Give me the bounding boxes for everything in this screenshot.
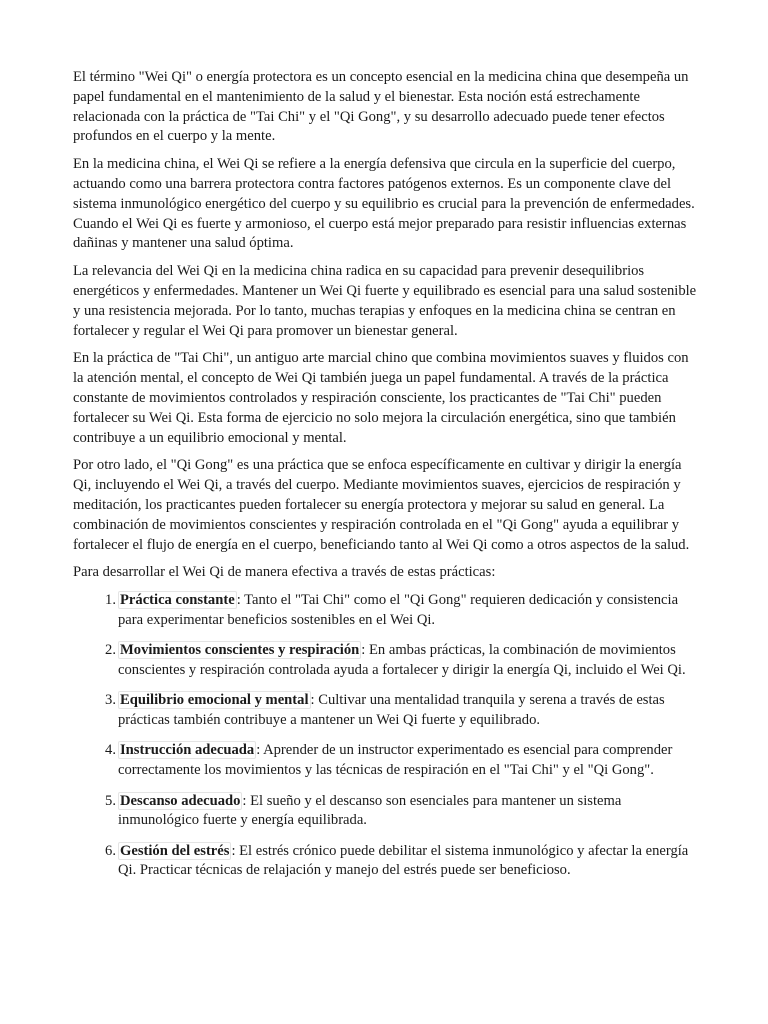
list-item-term: Movimientos conscientes y respiración [120,642,360,659]
list-item [73,591,698,631]
list-item [73,792,698,832]
list-item-term: Equilibrio emocional y mental [120,692,309,709]
paragraph-tai-chi: En la práctica de "Tai Chi", un antiguo arte marcial chino que combina movimientos suaves y fluidos con la atención mental, el concepto de Wei Qi también juega un papel fundamental. A través de la práctica constante de movimientos controlados y respiración consciente, los practicantes de "Tai Chi" pueden fortalecer su Wei Qi. Esta forma de ejercicio no solo mejora la circulación energética, sino que también contribuye a un equilibrio emocional y mental. [73,350,689,446]
list-item-term: Práctica constante [120,592,235,609]
list-item [73,842,698,882]
list-item-term: Instrucción adecuada [120,742,255,759]
list-item-text: : El estrés crónico puede debilitar el sistema inmunológico y afectar la energía Qi. Practicar técnicas de relajación y manejo del estrés puede ser beneficioso. [118,842,689,879]
list-item-number: 6. [105,842,116,859]
list-item-text: : Tanto el "Tai Chi" como el "Qi Gong" requieren dedicación y consistencia para experimentar beneficios sostenibles en el Wei Qi. [118,592,679,628]
list-item-term: Gestión del estrés [120,842,230,859]
paragraph-list-intro: Para desarrollar el Wei Qi de manera efectiva a través de estas prácticas: [73,564,496,581]
list-item-text: : Aprender de un instructor experimentado es esencial para comprender correctamente los movimientos y las técnicas de respiración en el "Tai Chi" y el "Qi Gong". [118,742,673,779]
paragraph-relevance: La relevancia del Wei Qi en la medicina china radica en su capacidad para prevenir desequilibrios energéticos y enfermedades. Mantener un Wei Qi fuerte y equilibrado es esencial para una salud sostenible y una resistencia mejorada. Por lo tanto, muchas terapias y enfoques en la medicina china se centran en fortalecer y regular el Wei Qi para promover un bienestar general. [73,263,697,339]
list-item-text: : Cultivar una mentalidad tranquila y serena a través de estas prácticas también contribuye a mantener un Wei Qi fuerte y equilibrado. [118,692,665,729]
list-item [73,741,698,781]
list-item-text: : En ambas prácticas, la combinación de movimientos conscientes y respiración controlada ayuda a fortalecer y dirigir la energía Qi, incluido el Wei Qi. [118,642,686,679]
list-item-term: Descanso adecuado [120,792,241,809]
list-item-number: 4. [105,742,116,759]
list-item-number: 5. [105,792,116,809]
practice-list [73,591,698,881]
document-body [73,68,698,892]
paragraph-qi-gong: Por otro lado, el "Qi Gong" es una práctica que se enfoca específicamente en cultivar y dirigir la energía Qi, incluyendo el Wei Qi, a través del cuerpo. Mediante movimientos suaves, ejercicios de respiración y meditación, los practicantes pueden fortalecer su energía protectora y mejorar su salud en general. La combinación de movimientos conscientes y respiración controlada en el "Qi Gong" ayuda a equilibrar y fortalecer el flujo de energía en el cuerpo, beneficiando tanto al Wei Qi como a otros aspectos de la salud. [73,457,690,553]
paragraph-intro: El término "Wei Qi" o energía protectora es un concepto esencial en la medicina china que desempeña un papel fundamental en el mantenimiento de la salud y el bienestar. Esta noción está estrechamente relacionada con la práctica de "Tai Chi" y el "Qi Gong", y su desarrollo adecuado puede tener efectos profundos en el cuerpo y la mente. [73,69,689,145]
list-item-number: 3. [105,692,116,709]
list-item [73,691,698,731]
list-item [73,641,698,681]
list-item-number: 2. [105,642,116,659]
list-item-text: : El sueño y el descanso son esenciales para mantener un sistema inmunológico fuerte y energía equilibrada. [118,792,622,829]
paragraph-chinese-medicine: En la medicina china, el Wei Qi se refiere a la energía defensiva que circula en la superficie del cuerpo, actuando como una barrera protectora contra factores patógenos externos. Es un componente clave del sistema inmunológico energético del cuerpo y su equilibrio es crucial para la prevención de enfermedades. Cuando el Wei Qi es fuerte y armonioso, el cuerpo está mejor preparado para resistir influencias externas dañinas y mantener una salud óptima. [73,156,695,252]
list-item-number: 1. [105,592,116,609]
